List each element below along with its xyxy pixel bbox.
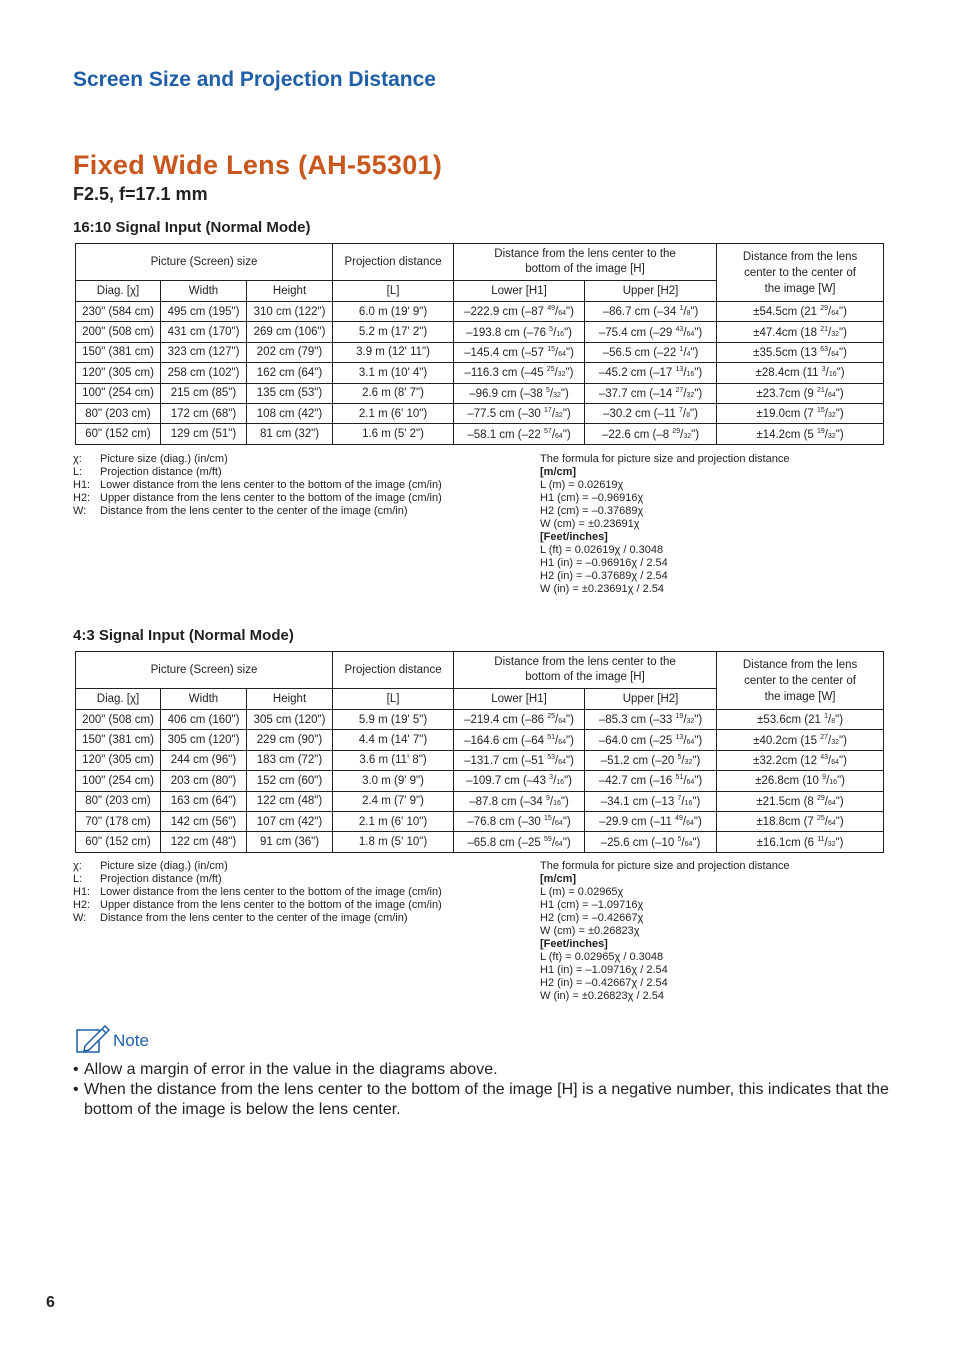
cell-width: 244 cm (96") (161, 750, 247, 770)
cell-width: 203 cm (80") (161, 771, 247, 791)
cell-diag: 150" (381 cm) (76, 342, 161, 362)
col-diag: Diag. [χ] (76, 281, 161, 302)
formula-line: W (cm) = ±0.23691χ (540, 518, 640, 530)
cell-projection-distance: 2.4 m (7' 9") (333, 791, 454, 811)
table-row (76, 832, 884, 852)
lens-title: Fixed Wide Lens (AH-55301) (73, 150, 443, 180)
legend-text: Picture size (diag.) (in/cm) (100, 453, 228, 465)
page-number: 6 (46, 1294, 55, 1311)
cell-diag: 230" (584 cm) (76, 302, 161, 322)
cell-diag: 80" (203 cm) (76, 791, 161, 811)
cell-height: 135 cm (53") (247, 383, 333, 403)
cell-center-w: ±21.5cm (8 $^{29}$/64") (717, 791, 884, 811)
cell-lower-h1: –145.4 cm (–57 $^{15}$/64") (454, 342, 585, 362)
cell-lower-h1: –58.1 cm (–22 $^{57}$/64") (454, 424, 585, 444)
table-row (76, 342, 884, 362)
col-l: [L] (333, 281, 454, 302)
formula-metric-label: [m/cm] (540, 466, 577, 478)
formula-line: H2 (in) = –0.37689χ / 2.54 (540, 570, 668, 582)
cell-upper-h2: –29.9 cm (–11 $^{49}$/64") (585, 811, 717, 831)
legend-key: χ: (73, 453, 82, 465)
cell-projection-distance: 2.1 m (6' 10") (333, 403, 454, 423)
col-height: Height (247, 281, 333, 302)
formula-1610 (540, 453, 789, 596)
formula-imperial-label: [Feet/inches] (540, 531, 608, 543)
note-header (75, 1024, 149, 1056)
formula-line: L (m) = 0.02965χ (540, 886, 624, 898)
cell-projection-distance: 5.2 m (17' 2") (333, 322, 454, 342)
legend-text: Distance from the lens center to the center of the image (cm/in) (100, 505, 408, 517)
col-height: Height (247, 689, 333, 710)
formula-line: H2 (cm) = –0.37689χ (540, 505, 644, 517)
cell-width: 406 cm (160") (161, 710, 247, 730)
cell-lower-h1: –131.7 cm (–51 $^{53}$/64") (454, 750, 585, 770)
col-lower: Lower [H1] (454, 281, 585, 302)
legend-key: W: (73, 505, 87, 517)
cell-upper-h2: –30.2 cm (–11 $^7$/8") (585, 403, 717, 423)
cell-projection-distance: 6.0 m (19' 9") (333, 302, 454, 322)
col-upper: Upper [H2] (585, 689, 717, 710)
cell-lower-h1: –219.4 cm (–86 $^{25}$/64") (454, 710, 585, 730)
legend-item (73, 873, 442, 886)
cell-center-w: ±35.5cm (13 $^{63}$/64") (717, 342, 884, 362)
cell-width: 495 cm (195") (161, 302, 247, 322)
cell-center-w: ±28.4cm (11 $^3$/16") (717, 363, 884, 383)
legend-text: Projection distance (m/ft) (100, 466, 222, 478)
spec-table-1610 (75, 243, 884, 445)
cell-diag: 150" (381 cm) (76, 730, 161, 750)
cell-width: 129 cm (51") (161, 424, 247, 444)
cell-upper-h2: –56.5 cm (–22 $^1$/4") (585, 342, 717, 362)
cell-center-w: ±14.2cm (5 $^{19}$/32") (717, 424, 884, 444)
cell-lower-h1: –96.9 cm (–38 $^5$/32") (454, 383, 585, 403)
cell-center-w: ±16.1cm (6 $^{11}$/32") (717, 832, 884, 852)
formula-line: W (in) = ±0.26823χ / 2.54 (540, 990, 665, 1002)
legend-item (73, 912, 442, 925)
legend-key: W: (73, 912, 87, 924)
formula-line: W (in) = ±0.23691χ / 2.54 (540, 583, 665, 595)
legend-key: L: (73, 873, 83, 885)
cell-lower-h1: –164.6 cm (–64 $^{51}$/64") (454, 730, 585, 750)
cell-width: 122 cm (48") (161, 832, 247, 852)
table-row (76, 791, 884, 811)
legend-item (73, 453, 442, 466)
formula-line: L (ft) = 0.02965χ / 0.3048 (540, 951, 664, 963)
col-width: Width (161, 281, 247, 302)
cell-height: 152 cm (60") (247, 771, 333, 791)
cell-upper-h2: –37.7 cm (–14 $^{27}$/32") (585, 383, 717, 403)
cell-height: 229 cm (90") (247, 730, 333, 750)
cell-height: 91 cm (36") (247, 832, 333, 852)
cell-height: 107 cm (42") (247, 811, 333, 831)
note-label: Note (113, 1031, 149, 1050)
cell-lower-h1: –193.8 cm (–76 $^5$/16") (454, 322, 585, 342)
table-body (76, 652, 884, 853)
cell-lower-h1: –76.8 cm (–30 $^{15}$/64") (454, 811, 585, 831)
legend-text: Picture size (diag.) (in/cm) (100, 860, 228, 872)
cell-center-w: ±47.4cm (18 $^{21}$/32") (717, 322, 884, 342)
cell-diag: 200" (508 cm) (76, 710, 161, 730)
legend-43 (73, 860, 442, 925)
legend-item (73, 860, 442, 873)
cell-width: 172 cm (68") (161, 403, 247, 423)
table-header-row (76, 244, 884, 281)
section-title: Screen Size and Projection Distance (73, 68, 436, 91)
col-lower: Lower [H1] (454, 689, 585, 710)
cell-projection-distance: 3.6 m (11' 8") (333, 750, 454, 770)
legend-item (73, 492, 442, 505)
formula-line: H1 (cm) = –0.96916χ (540, 492, 644, 504)
cell-upper-h2: –42.7 cm (–16 $^{51}$/64") (585, 771, 717, 791)
note-list (73, 1060, 893, 1120)
table-row (76, 710, 884, 730)
legend-1610 (73, 453, 442, 518)
table-row (76, 771, 884, 791)
formula-line: L (ft) = 0.02619χ / 0.3048 (540, 544, 664, 556)
cell-height: 183 cm (72") (247, 750, 333, 770)
cell-center-w: ±26.8cm (10 $^9$/16") (717, 771, 884, 791)
cell-height: 305 cm (120") (247, 710, 333, 730)
table-row (76, 730, 884, 750)
cell-center-w: ±18.8cm (7 $^{25}$/64") (717, 811, 884, 831)
cell-width: 142 cm (56") (161, 811, 247, 831)
formula-title: The formula for picture size and projection distance (540, 860, 790, 872)
signal-title-1610: 16:10 Signal Input (Normal Mode) (73, 219, 311, 236)
legend-key: H2: (73, 899, 91, 911)
cell-diag: 60" (152 cm) (76, 424, 161, 444)
cell-upper-h2: –85.3 cm (–33 $^{19}$/32") (585, 710, 717, 730)
legend-key: H1: (73, 479, 91, 491)
table-header-row (76, 652, 884, 689)
cell-center-w: ±53.6cm (21 $^1$/8") (717, 710, 884, 730)
cell-center-w: ±19.0cm (7 $^{15}$/32") (717, 403, 884, 423)
note-item: • Allow a margin of error in the value in the diagrams above. (73, 1060, 893, 1080)
col-width: Width (161, 689, 247, 710)
lens-subtitle: F2.5, f=17.1 mm (73, 184, 208, 204)
cell-width: 163 cm (64") (161, 791, 247, 811)
cell-diag: 70" (178 cm) (76, 811, 161, 831)
cell-width: 323 cm (127") (161, 342, 247, 362)
signal-title-43: 4:3 Signal Input (Normal Mode) (73, 627, 294, 644)
cell-width: 258 cm (102") (161, 363, 247, 383)
col-distance-center: Distance from the lens center to the center of the image [W] (717, 652, 884, 710)
col-distance-center: Distance from the lens center to the center of the image [W] (717, 244, 884, 302)
cell-height: 81 cm (32") (247, 424, 333, 444)
cell-height: 108 cm (42") (247, 403, 333, 423)
cell-projection-distance: 4.4 m (14' 7") (333, 730, 454, 750)
legend-text: Upper distance from the lens center to the bottom of the image (cm/in) (100, 899, 442, 911)
formula-title: The formula for picture size and projection distance (540, 453, 790, 465)
table-row (76, 424, 884, 444)
cell-lower-h1: –222.9 cm (–87 $^{49}$/64") (454, 302, 585, 322)
col-picture-size: Picture (Screen) size (76, 652, 333, 689)
col-l: [L] (333, 689, 454, 710)
cell-projection-distance: 3.1 m (10' 4") (333, 363, 454, 383)
cell-upper-h2: –22.6 cm (–8 $^{29}$/32") (585, 424, 717, 444)
legend-text: Lower distance from the lens center to the bottom of the image (cm/in) (100, 479, 442, 491)
cell-upper-h2: –34.1 cm (–13 $^7$/16") (585, 791, 717, 811)
cell-upper-h2: –51.2 cm (–20 $^5$/32") (585, 750, 717, 770)
cell-projection-distance: 3.9 m (12' 11") (333, 342, 454, 362)
cell-upper-h2: –86.7 cm (–34 $^1$/8") (585, 302, 717, 322)
cell-lower-h1: –65.8 cm (–25 $^{59}$/64") (454, 832, 585, 852)
cell-upper-h2: –75.4 cm (–29 $^{43}$/64") (585, 322, 717, 342)
table-row (76, 322, 884, 342)
cell-height: 122 cm (48") (247, 791, 333, 811)
cell-diag: 120" (305 cm) (76, 750, 161, 770)
legend-item (73, 479, 442, 492)
cell-projection-distance: 3.0 m (9' 9") (333, 771, 454, 791)
col-projection-distance: Projection distance (333, 244, 454, 281)
legend-key: L: (73, 466, 83, 478)
table-row (76, 363, 884, 383)
formula-line: H1 (in) = –0.96916χ / 2.54 (540, 557, 668, 569)
cell-height: 162 cm (64") (247, 363, 333, 383)
table-row (76, 383, 884, 403)
cell-height: 269 cm (106") (247, 322, 333, 342)
cell-center-w: ±54.5cm (21 $^{29}$/64") (717, 302, 884, 322)
legend-item (73, 505, 442, 518)
formula-line: H2 (in) = –0.42667χ / 2.54 (540, 977, 668, 989)
col-distance-bottom: Distance from the lens center to the bottom of the image [H] (454, 244, 717, 281)
table-row (76, 750, 884, 770)
cell-upper-h2: –45.2 cm (–17 $^{13}$/16") (585, 363, 717, 383)
cell-projection-distance: 2.6 m (8' 7") (333, 383, 454, 403)
legend-text: Upper distance from the lens center to the bottom of the image (cm/in) (100, 492, 442, 504)
table-row (76, 403, 884, 423)
legend-item (73, 899, 442, 912)
legend-text: Projection distance (m/ft) (100, 873, 222, 885)
cell-diag: 200" (508 cm) (76, 322, 161, 342)
cell-diag: 120" (305 cm) (76, 363, 161, 383)
legend-item (73, 886, 442, 899)
cell-lower-h1: –109.7 cm (–43 $^3$/16") (454, 771, 585, 791)
cell-height: 310 cm (122") (247, 302, 333, 322)
cell-diag: 100" (254 cm) (76, 771, 161, 791)
legend-key: H2: (73, 492, 91, 504)
table-row (76, 302, 884, 322)
legend-text: Lower distance from the lens center to the bottom of the image (cm/in) (100, 886, 442, 898)
cell-projection-distance: 5.9 m (19' 5") (333, 710, 454, 730)
cell-upper-h2: –25.6 cm (–10 $^5$/64") (585, 832, 717, 852)
col-distance-bottom: Distance from the lens center to the bottom of the image [H] (454, 652, 717, 689)
formula-metric-label: [m/cm] (540, 873, 577, 885)
cell-center-w: ±23.7cm (9 $^{21}$/64") (717, 383, 884, 403)
cell-lower-h1: –77.5 cm (–30 $^{17}$/32") (454, 403, 585, 423)
cell-diag: 80" (203 cm) (76, 403, 161, 423)
note-item: • When the distance from the lens center to the bottom of the image [H] is a negative number, this indicates that the bottom of the image is below the lens center. (73, 1080, 893, 1120)
cell-width: 305 cm (120") (161, 730, 247, 750)
cell-projection-distance: 1.6 m (5' 2") (333, 424, 454, 444)
table-row (76, 811, 884, 831)
formula-line: H1 (in) = –1.09716χ / 2.54 (540, 964, 668, 976)
cell-center-w: ±40.2cm (15 $^{27}$/32") (717, 730, 884, 750)
col-picture-size: Picture (Screen) size (76, 244, 333, 281)
cell-projection-distance: 2.1 m (6' 10") (333, 811, 454, 831)
col-diag: Diag. [χ] (76, 689, 161, 710)
formula-line: H1 (cm) = –1.09716χ (540, 899, 644, 911)
formula-line: W (cm) = ±0.26823χ (540, 925, 640, 937)
formula-line: L (m) = 0.02619χ (540, 479, 624, 491)
legend-item (73, 466, 442, 479)
cell-lower-h1: –87.8 cm (–34 $^9$/16") (454, 791, 585, 811)
legend-text: Distance from the lens center to the center of the image (cm/in) (100, 912, 408, 924)
legend-key: χ: (73, 860, 82, 872)
col-projection-distance: Projection distance (333, 652, 454, 689)
cell-upper-h2: –64.0 cm (–25 $^{13}$/64") (585, 730, 717, 750)
formula-imperial-label: [Feet/inches] (540, 938, 608, 950)
cell-diag: 60" (152 cm) (76, 832, 161, 852)
cell-width: 215 cm (85") (161, 383, 247, 403)
spec-table-43 (75, 651, 884, 853)
pencil-icon (75, 1024, 111, 1056)
cell-lower-h1: –116.3 cm (–45 $^{25}$/32") (454, 363, 585, 383)
cell-center-w: ±32.2cm (12 $^{43}$/64") (717, 750, 884, 770)
col-upper: Upper [H2] (585, 281, 717, 302)
cell-projection-distance: 1.8 m (5' 10") (333, 832, 454, 852)
cell-height: 202 cm (79") (247, 342, 333, 362)
table-body (76, 244, 884, 445)
cell-diag: 100" (254 cm) (76, 383, 161, 403)
formula-line: H2 (cm) = –0.42667χ (540, 912, 644, 924)
cell-width: 431 cm (170") (161, 322, 247, 342)
formula-43 (540, 860, 789, 1003)
legend-key: H1: (73, 886, 91, 898)
